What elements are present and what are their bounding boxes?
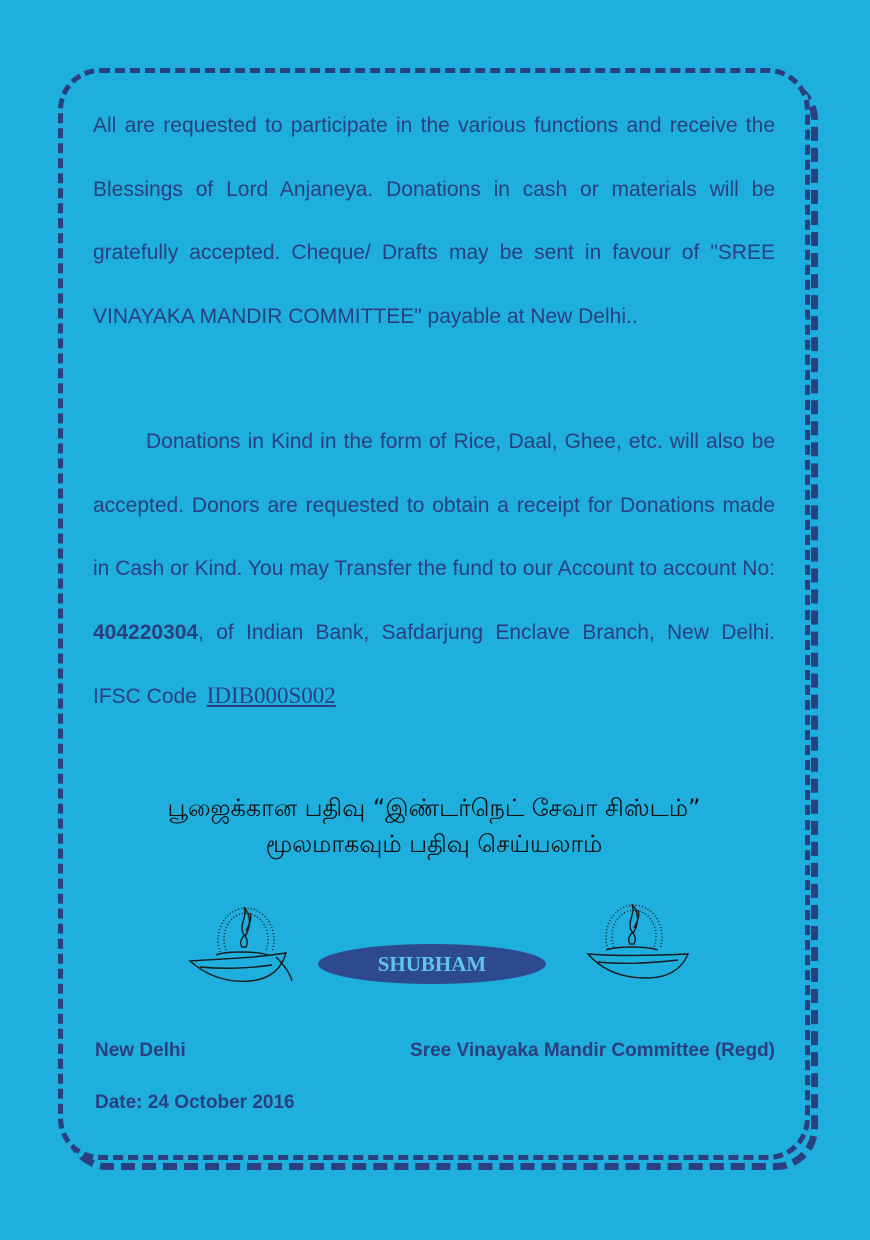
diya-lamp-icon [186, 895, 296, 985]
shubham-badge: SHUBHAM [318, 944, 546, 984]
paragraph-participation: All are requested to participate in the various functions and receive the Blessings of Lord Anjaneya. Donations in cash or materials will be gratefully accepted. Cheque/ Drafts may be sent in favour of "SREE VINAYAKA MANDIR COMMITTEE" payable at New Delhi.. [93, 114, 775, 328]
ifsc-code-link[interactable]: IDIB000S002 [206, 683, 336, 708]
account-number: 404220304 [93, 620, 199, 644]
tamil-line-2: மூலமாகவும் பதிவு செய்யலாம் [265, 830, 603, 858]
footer-place: New Delhi [95, 1040, 186, 1061]
footer-organization: Sree Vinayaka Mandir Committee (Regd) [410, 1040, 775, 1061]
donation-text: Donations in Kind in the form of Rice, Daal, Ghee, etc. will also be accepted. Donors are requested to obtain a receipt for Donations made in Cash or Kind. You may Transfer the fund to our Account to account No: [93, 430, 775, 580]
tamil-line-1: பூஜைக்கான பதிவு “இண்டர்நெட் சேவா சிஸ்டம்” [167, 794, 701, 822]
paragraph-donations [93, 410, 775, 729]
tamil-notice [93, 790, 775, 862]
diya-lamp-icon [584, 892, 694, 982]
footer-date: Date: 24 October 2016 [95, 1092, 295, 1113]
bank-text: , of Indian Bank, Safdarjung Enclave Branch, New Delhi. IFSC Code [93, 620, 775, 708]
